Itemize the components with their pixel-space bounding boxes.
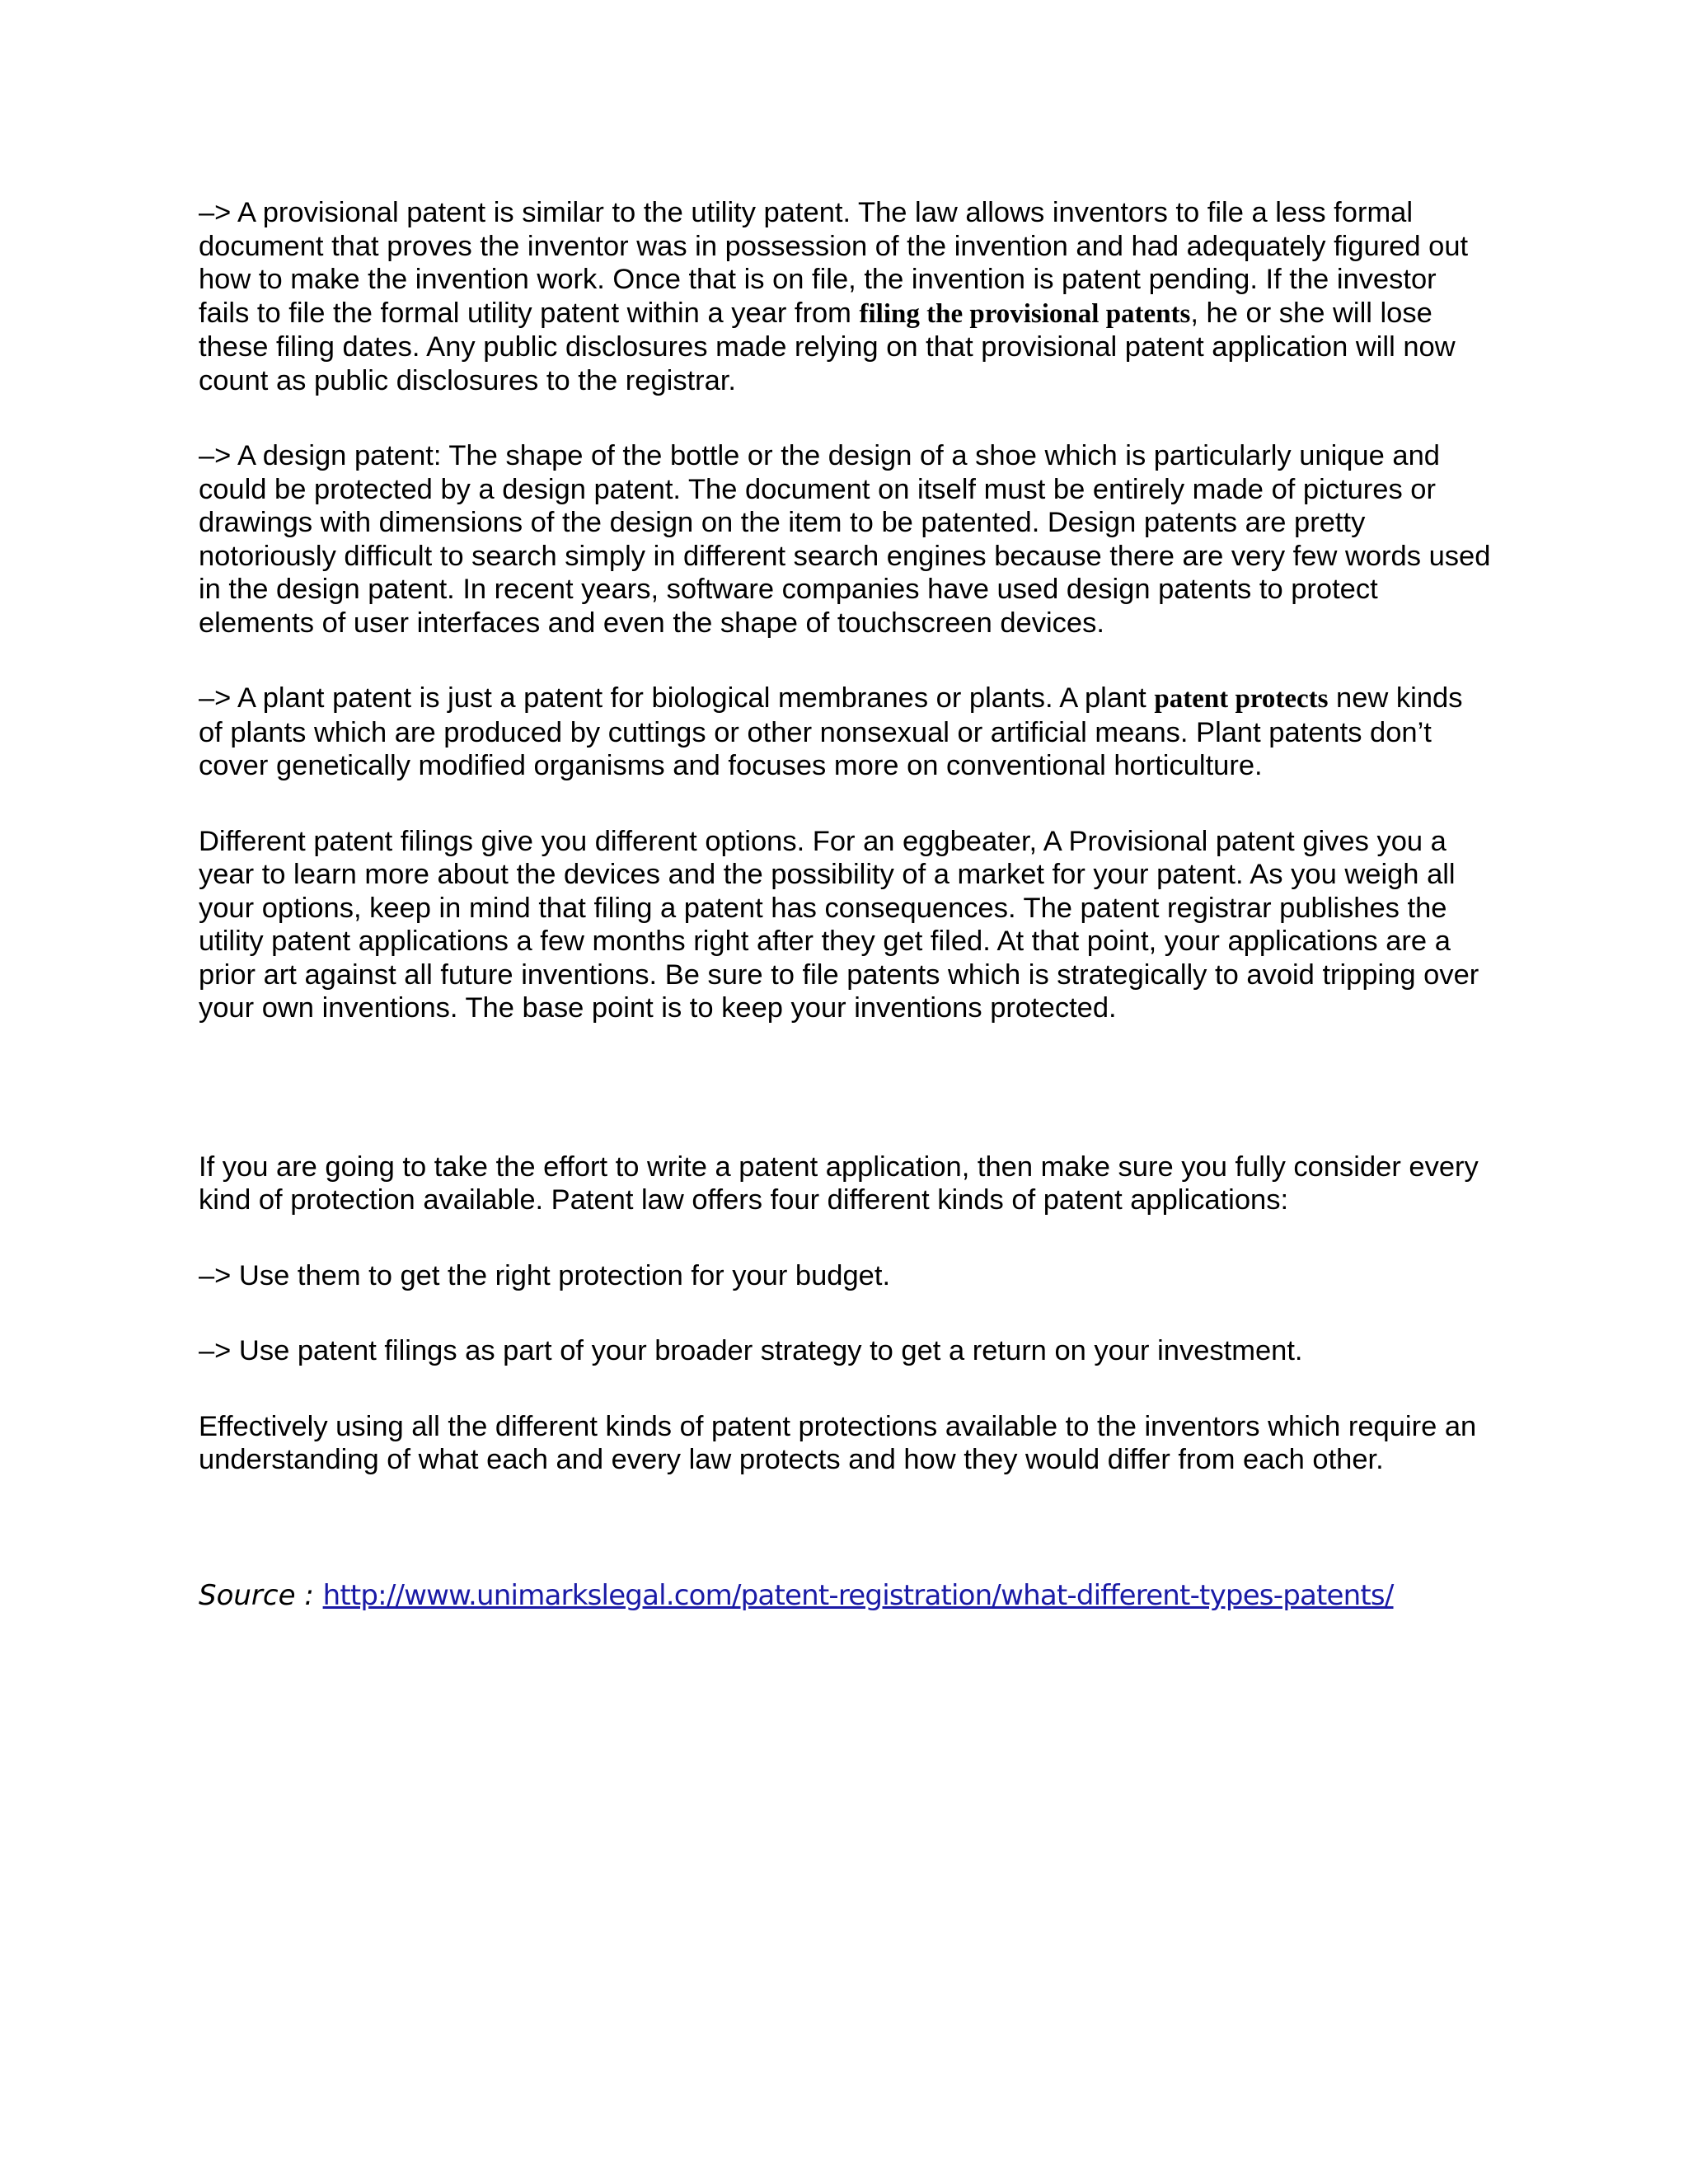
paragraph-effectively: Effectively using all the different kinds of patent protections available to the inventors which require an understanding of what each and every law protects and how they would differ from each other. [199, 1410, 1477, 1475]
paragraph-strategy: –> Use patent filings as part of your broader strategy to get a return on your investment. [199, 1335, 1303, 1366]
provisional-text-end: , he or she will lose these filing dates. Any public disclosures made relying on that provisional patent application will now count as public disclosures to the registrar. [199, 297, 1456, 396]
paragraph-patent-effort: If you are going to take the effort to write a patent application, then make sure you fully consider every kind of protection available. Patent law offers four different kinds of patent applications: [199, 1151, 1479, 1216]
paragraph-design-patent: –> A design patent: The shape of the bottle or the design of a shoe which is particularly unique and could be protected by a design patent. The document on itself must be entirely made of pictures or drawings with dimensions of the design on the item to be patented. Design patents are pretty notoriously difficult to search simply in different search engines because there are very few words used in the design patent. In recent years, software companies have used design patents to protect elements of user interfaces and even the shape of touchscreen devices. [199, 440, 1491, 639]
source-link[interactable]: http://www.unimarkslegal.com/patent-registration/what-different-types-patents/ [322, 1579, 1394, 1612]
provisional-text-start: –> A provisional patent is similar to the utility patent. The law allows inventors to file a less formal document that proves the inventor was in possession of the invention and had adequately figured out how to make the invention work. Once that is on file, the invention is patent pending. If the investor fails to file the formal utility patent within a year from [199, 197, 1469, 329]
plant-text-start: –> A plant patent is just a patent for biological membranes or plants. A plant [199, 682, 1155, 714]
document-body [199, 196, 1493, 1519]
source-citation [199, 1578, 1493, 1613]
source-label: Source : [199, 1579, 323, 1612]
paragraph-budget: –> Use them to get the right protection for your budget. [199, 1259, 891, 1291]
paragraph-patent-options: Different patent filings give you different options. For an eggbeater, A Provisional patent gives you a year to learn more about the devices and the possibility of a market for your patent. As you weigh all your options, keep in mind that filing a patent has consequences. The patent registrar publishes the utility patent applications a few months right after they get filed. At that point, your applications are a prior art against all future inventions. Be sure to file patents which is strategically to avoid tripping over your own inventions. The base point is to keep your inventions protected. [199, 825, 1479, 1024]
paragraph-provisional-patent [199, 196, 1493, 397]
section-spacer [199, 1067, 1493, 1151]
plant-text-end: new kinds of plants which are produced by cuttings or other nonsexual or artificial means. Plant patents don’t cover genetically modified organisms and focuses more on conventional horticulture. [199, 682, 1463, 781]
paragraph-plant-patent [199, 682, 1493, 783]
plant-bold-phrase: patent protects [1154, 684, 1329, 714]
provisional-bold-phrase: filing the provisional patents [859, 298, 1191, 329]
